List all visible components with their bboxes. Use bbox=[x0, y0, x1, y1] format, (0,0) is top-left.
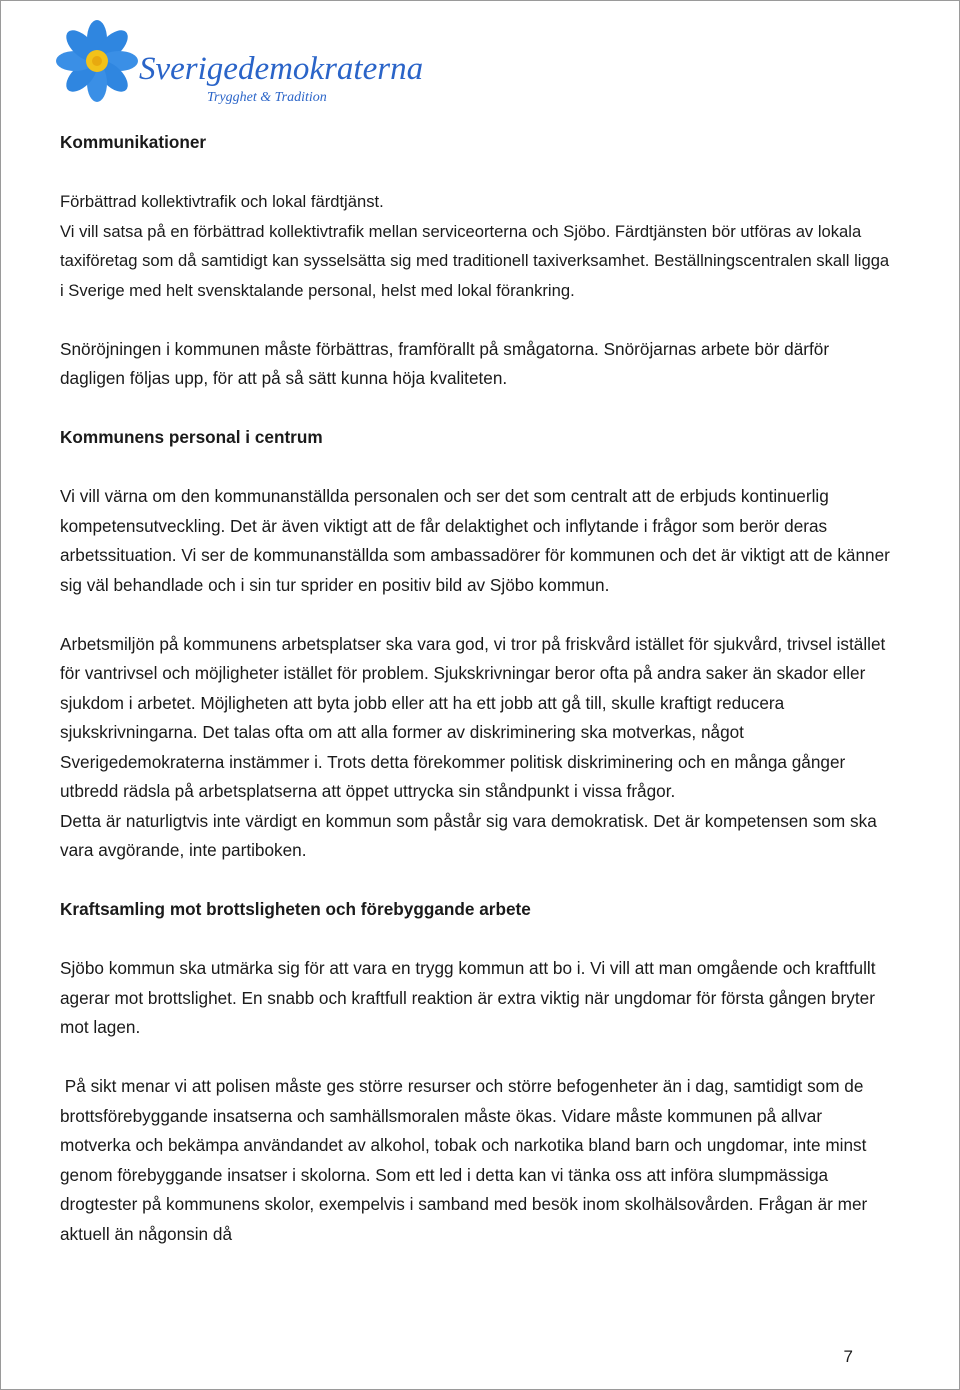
spacer bbox=[60, 925, 890, 955]
paragraph-transit: Vi vill satsa på en förbättrad kollektivtrafik mellan serviceorterna och Sjöbo. Färdtjänsten bör utföras av lokala taxiföretag som då samtidigt kan sysselsätta sig med traditionell taxiverksamhet. Beställningscentralen skall ligga i Sverige med helt svensktalande personal, helst med lokal förankring. bbox=[60, 221, 890, 300]
spacer bbox=[60, 600, 890, 630]
spacer bbox=[60, 866, 890, 896]
logo-graphic bbox=[55, 17, 424, 109]
heading-brott: Kraftsamling mot brottsligheten och förebyggande arbete bbox=[60, 899, 531, 919]
paragraph-brott-2: På sikt menar vi att polisen måste ges större resurser och större befogenheter än i dag, samtidigt som de brottsförebyggande insatserna och samhällsmoralen måste ökas. Vidare måste kommunen på allvar motverka och bekämpa användandet av alkohol, tobak och narkotika bland barn och ungdomar, inte minst genom förebyggande insatser i skolorna. Som ett led i detta kan vi tänka oss att införa slumpmässiga drogtester på kommunens skolor, exempelvis i samband med besök inom skolhälsovården. Frågan är mer aktuell än någonsin då bbox=[60, 1076, 873, 1244]
flower-icon bbox=[56, 20, 138, 102]
spacer bbox=[60, 394, 890, 424]
party-logo bbox=[55, 17, 424, 109]
spacer bbox=[60, 1043, 890, 1073]
paragraph-brott-1: Sjöbo kommun ska utmärka sig för att vara en trygg kommun att bo i. Vi vill att man omgående och kraftfullt agerar mot brottslighet. En snabb och kraftfull reaktion är extra viktig när ungdomar för första gången bryter mot lagen. bbox=[60, 958, 876, 1037]
paragraph-transit-title: Förbättrad kollektivtrafik och lokal färdtjänst. bbox=[60, 192, 384, 211]
paragraph-personal-3: Detta är naturligtvis inte värdigt en kommun som påstår sig vara demokratisk. Det är kompetensen som ska vara avgörande, inte partiboken. bbox=[60, 810, 877, 860]
logo-wordmark: Sverigedemokraterna bbox=[139, 51, 424, 87]
spacer bbox=[60, 305, 890, 335]
logo-tagline: Trygghet & Tradition bbox=[207, 90, 327, 105]
page-number: 7 bbox=[843, 1347, 853, 1366]
heading-kommunikationer: Kommunikationer bbox=[60, 132, 207, 152]
paragraph-personal-1: Vi vill värna om den kommunanställda personalen och ser det som centralt att de erbjuds kontinuerlig kompetensutveckling. Det är även viktigt att de får delaktighet och inflytande i frågor som berör deras arbetssituation. Vi ser de kommunanställda som ambassadörer för kommunen och det är viktigt att de känner sig väl behandlade och i sin tur sprider en positiv bild av Sjöbo kommun. bbox=[60, 486, 890, 595]
paragraph-snow: Snöröjningen i kommunen måste förbättras, framförallt på smågatorna. Snöröjarnas arbete bör därför dagligen följas upp, för att på så sätt kunna höja kvaliteten. bbox=[60, 338, 830, 388]
document-body bbox=[60, 128, 890, 1249]
spacer bbox=[60, 453, 890, 483]
spacer bbox=[60, 158, 890, 188]
paragraph-personal-2: Arbetsmiljön på kommunens arbetsplatser ska vara god, vi tror på friskvård istället för sjukvård, trivsel istället för vantrivsel och möjligheter istället för problem. Sjukskrivningar beror ofta på andra saker än skador eller sjukdom i arbetet. Möjligheten att byta jobb eller att ha ett jobb att gå till, skulle kraftigt reducera sjukskrivningarna. Det talas ofta om att alla former av diskriminering ska motverkas, något Sverigedemokraterna instämmer i. Trots detta förekommer politisk diskriminering och en många gånger utbredd rädsla på arbetsplatserna att öppet uttrycka sin ståndpunkt i vissa frågor. bbox=[60, 633, 886, 801]
heading-personal: Kommunens personal i centrum bbox=[60, 427, 323, 447]
